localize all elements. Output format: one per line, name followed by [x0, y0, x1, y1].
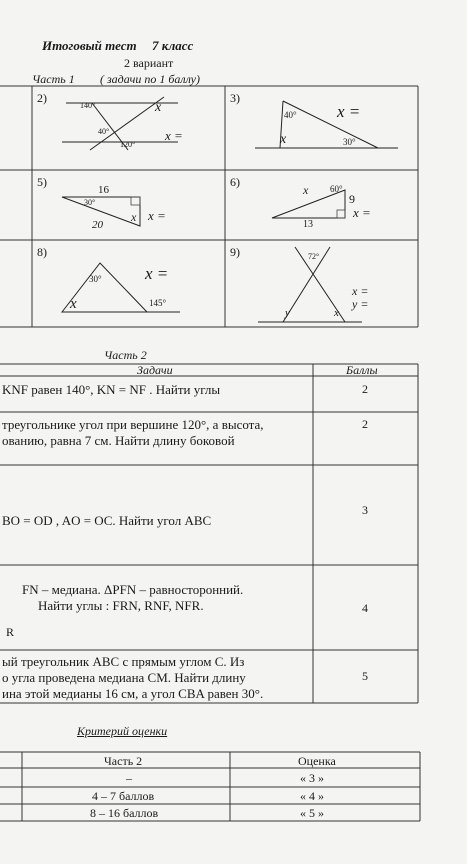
task-1-points: 2: [362, 382, 368, 396]
task-3-points: 3: [362, 503, 368, 517]
part2-col-tasks: Задачи: [137, 363, 173, 377]
task-5-text-line1: ый треугольник ABC с прямым углом C. Из: [2, 654, 245, 669]
fig6-side-13: 13: [303, 219, 313, 230]
fig9-x: x: [334, 307, 339, 319]
fig5-x: x: [131, 210, 137, 224]
fig6-answer: x =: [353, 205, 371, 220]
fig5-side-16: 16: [98, 184, 109, 196]
part2-col-points: Баллы: [346, 363, 378, 377]
task-4-text-line1: FN – медиана. ΔPFN – равносторонний.: [22, 582, 244, 597]
fig8-angle-145: 145°: [149, 298, 167, 308]
criteria-row-2-points: 4 – 7 баллов: [92, 789, 155, 803]
part1-label: Часть 1: [32, 72, 75, 86]
cell-number-9: 9): [230, 245, 240, 259]
fig6-side-9: 9: [349, 192, 355, 206]
fig3-angle-30: 30°: [343, 137, 356, 147]
criteria-row-1-points: –: [126, 771, 132, 785]
part2-title: Часть 2: [104, 348, 147, 362]
fig2-angle-120: 120°: [120, 140, 136, 149]
fig3-angle-40: 40°: [284, 110, 297, 120]
task-4-text-line2: Найти углы : FRN, RNF, NFR.: [38, 598, 204, 613]
fig2-answer: x =: [165, 128, 183, 143]
criteria-title: Критерий оценки: [77, 724, 168, 738]
fig2-angle-40: 40°: [98, 127, 110, 136]
task-4-vertex-r: R: [6, 625, 15, 639]
cell-number-8: 8): [37, 245, 47, 259]
task-1-text: KNF равен 140°, KN = NF . Найти углы: [2, 382, 221, 397]
fig5-angle-30: 30°: [84, 198, 96, 207]
fig8-angle-30: 30°: [89, 274, 102, 284]
criteria-row-3-grade: « 5 »: [300, 806, 324, 820]
fig9-answer-y: y =: [352, 297, 369, 311]
grade-label: 7 класс: [152, 38, 194, 53]
criteria-header-part2: Часть 2: [104, 754, 143, 768]
variant-label: 2 вариант: [124, 56, 174, 70]
fig9-answer-x: x =: [352, 284, 369, 298]
fig5-side-20: 20: [92, 219, 103, 231]
cell-number-6: 6): [230, 175, 240, 189]
task-4-points: 4: [362, 601, 368, 615]
task-3-text: BO = OD , AO = OC. Найти угол ABC: [2, 513, 212, 528]
fig9-y: y: [285, 307, 290, 319]
criteria-row-2-grade: « 4 »: [300, 789, 324, 803]
task-2-text-line1: треугольнике угол при вершине 120°, а высота,: [2, 417, 264, 432]
task-2-points: 2: [362, 417, 368, 431]
cell-number-5: 5): [37, 175, 47, 189]
test-title: Итоговый тест: [42, 38, 137, 53]
part1-note: ( задачи по 1 баллу): [100, 72, 200, 86]
criteria-header-grade: Оценка: [298, 754, 336, 768]
task-5-text-line2: о угла проведена медиана CM. Найти длину: [2, 670, 246, 685]
fig2-angle-140: 140°: [80, 101, 96, 110]
criteria-row-1-grade: « 3 »: [300, 771, 324, 785]
task-5-points: 5: [362, 669, 368, 683]
fig6-angle-60: 60°: [330, 184, 343, 194]
fig8-x: x: [70, 296, 77, 312]
fig6-x: x: [303, 183, 309, 197]
cell-number-2: 2): [37, 91, 47, 105]
fig2-x: x: [155, 100, 162, 115]
cell-number-3: 3): [230, 91, 240, 105]
fig3-answer: x =: [337, 102, 361, 121]
criteria-row-3-points: 8 – 16 баллов: [90, 806, 159, 820]
fig8-answer: x =: [145, 264, 169, 283]
task-5-text-line3: ина этой медианы 16 см, а угол CBA равен 30°.: [2, 686, 264, 701]
fig3-x: x: [280, 132, 287, 147]
fig5-answer: x =: [148, 208, 166, 223]
task-2-text-line2: ованию, равна 7 см. Найти длину боковой: [2, 433, 235, 448]
fig9-angle-72: 72°: [308, 252, 320, 261]
